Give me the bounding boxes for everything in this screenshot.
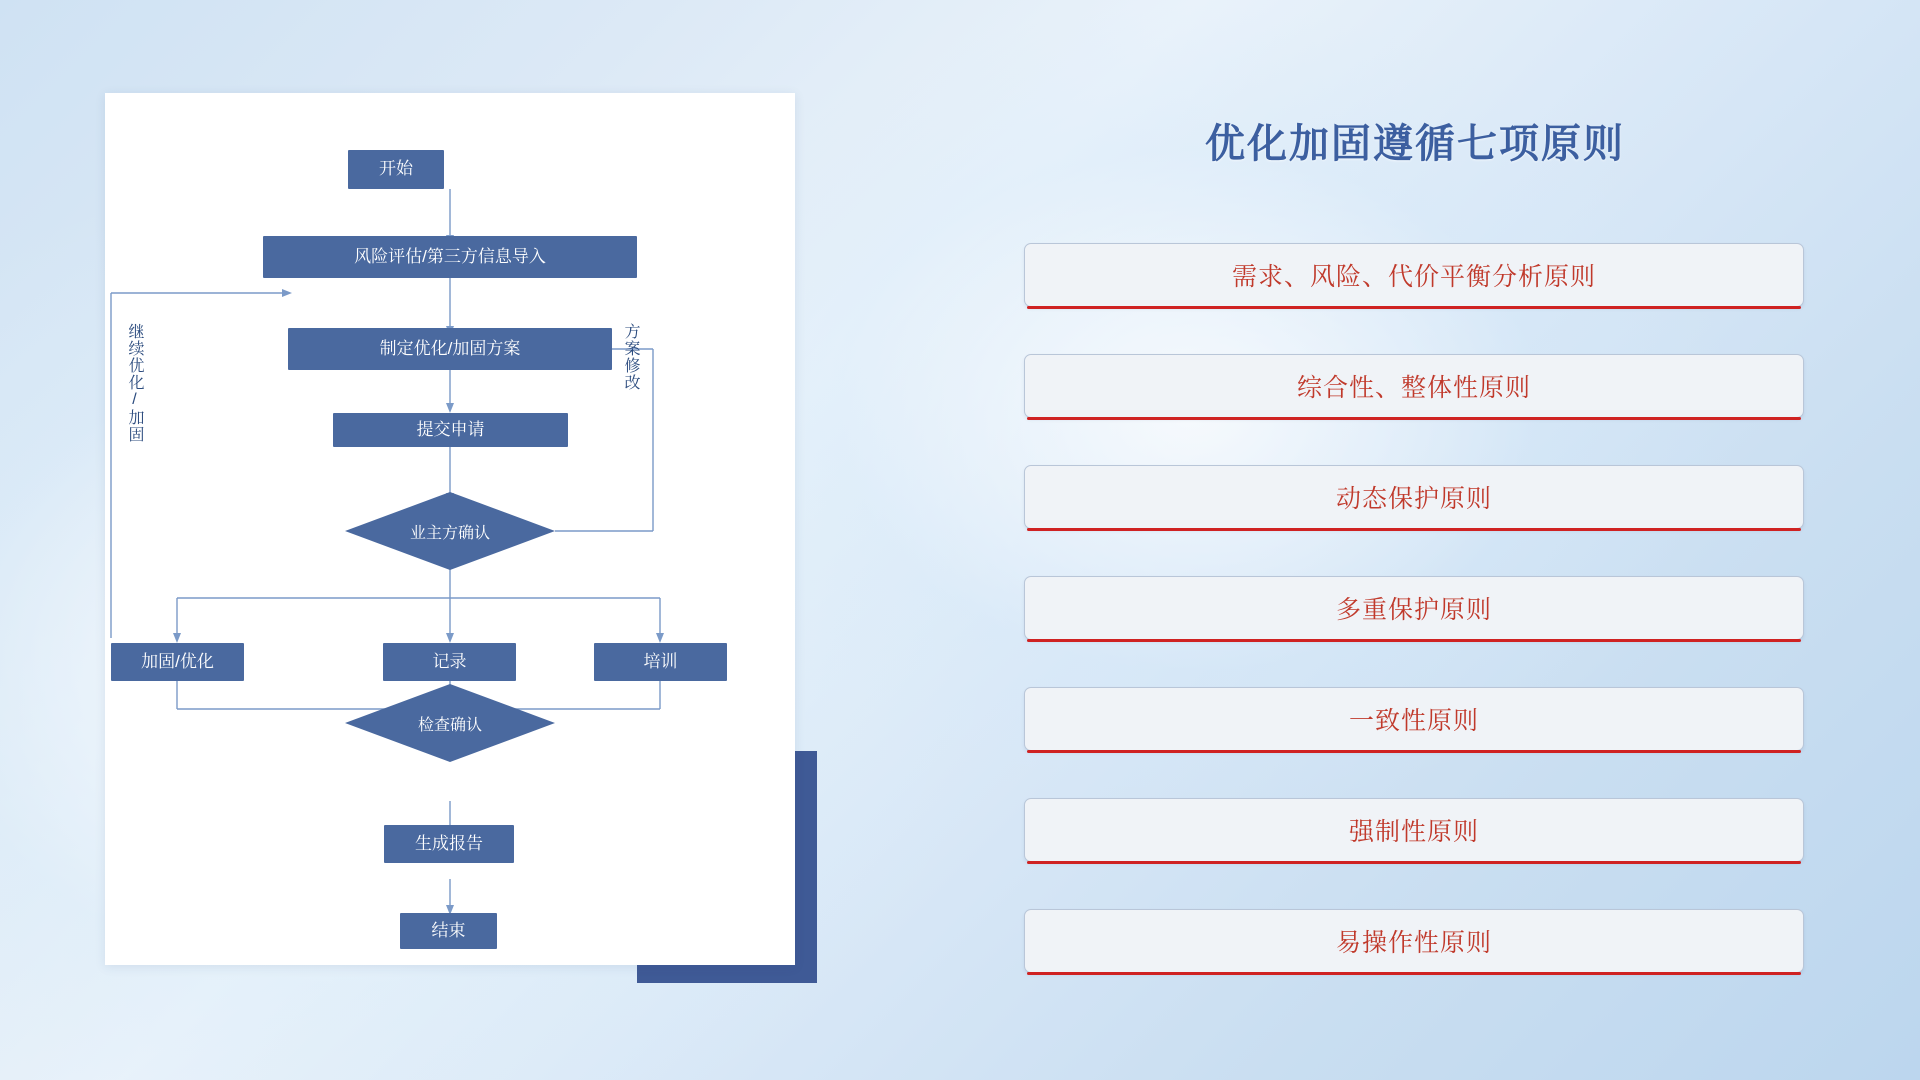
flow-node-make-plan[interactable]: 制定优化/加固方案 xyxy=(288,328,612,370)
principle-item-3-label: 动态保护原则 xyxy=(1335,485,1492,513)
principle-underline xyxy=(1027,972,1801,975)
flow-node-start[interactable]: 开始 xyxy=(348,150,444,189)
flow-edge-label-plan-revision: 方案修改 xyxy=(622,323,639,391)
principle-underline xyxy=(1027,306,1801,309)
flow-node-reinforce[interactable]: 加固/优化 xyxy=(111,643,244,681)
principle-item-1[interactable] xyxy=(1024,243,1804,307)
principle-item-7[interactable] xyxy=(1024,909,1804,973)
flow-node-generate-report[interactable]: 生成报告 xyxy=(384,825,514,863)
principle-underline xyxy=(1027,750,1801,753)
flow-node-end[interactable]: 结束 xyxy=(400,913,497,949)
flow-node-training[interactable]: 培训 xyxy=(594,643,727,681)
flowchart-card xyxy=(105,93,795,965)
principle-underline xyxy=(1027,528,1801,531)
flow-node-owner-confirm[interactable] xyxy=(345,492,555,570)
flow-node-record[interactable]: 记录 xyxy=(383,643,516,681)
flow-node-check-confirm-label: 检查确认 xyxy=(417,716,482,734)
principle-item-4-label: 多重保护原则 xyxy=(1335,596,1492,624)
principle-item-4[interactable] xyxy=(1024,576,1804,640)
flow-edge-label-continue-optimize: 继续优化/加固 xyxy=(126,323,143,443)
principle-item-2[interactable] xyxy=(1024,354,1804,418)
principle-item-2-label: 综合性、整体性原则 xyxy=(1296,374,1531,402)
principle-underline xyxy=(1027,417,1801,420)
flowchart xyxy=(105,93,795,965)
flow-node-risk-assessment[interactable]: 风险评估/第三方信息导入 xyxy=(263,236,637,278)
principle-underline xyxy=(1027,639,1801,642)
principle-item-6-label: 强制性原则 xyxy=(1348,818,1479,846)
principles-title: 优化加固遵循七项原则 xyxy=(1205,122,1625,166)
flow-node-check-confirm[interactable] xyxy=(345,684,555,762)
principle-item-5-label: 一致性原则 xyxy=(1348,707,1479,735)
principle-item-3[interactable] xyxy=(1024,465,1804,529)
principle-item-7-label: 易操作性原则 xyxy=(1335,929,1492,957)
flow-node-owner-confirm-label: 业主方确认 xyxy=(409,524,490,542)
principle-underline xyxy=(1027,861,1801,864)
flow-node-submit-application[interactable]: 提交申请 xyxy=(333,413,568,447)
principle-item-5[interactable] xyxy=(1024,687,1804,751)
principle-item-6[interactable] xyxy=(1024,798,1804,862)
principle-item-1-label: 需求、风险、代价平衡分析原则 xyxy=(1231,263,1596,291)
